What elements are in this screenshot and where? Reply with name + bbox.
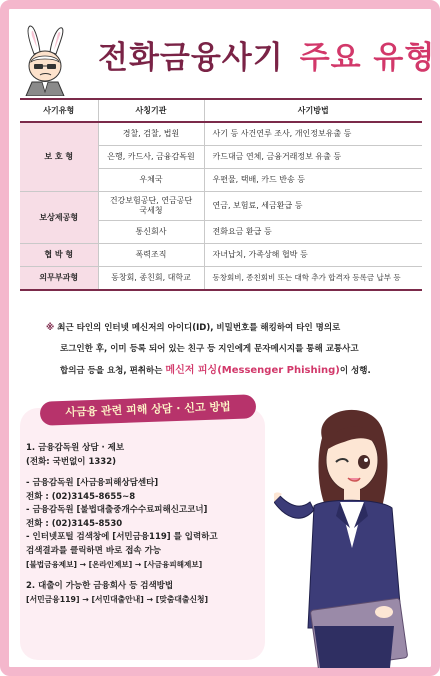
- category-cell: 보상제공형: [20, 192, 98, 244]
- method-cell: 자녀납치, 가족상해 협박 등: [204, 244, 422, 267]
- consult-line: - 인터넷포털 검색창에 [서민금융119] 를 입력하고: [26, 532, 218, 542]
- category-cell: 협 박 형: [20, 244, 98, 267]
- title-part2: 주요 유형: [299, 40, 436, 76]
- consult-line: [불법금융제보] → [온라인제보] → [사금융피해제보]: [26, 560, 203, 569]
- org-cell: 폭력조직: [98, 244, 204, 267]
- method-cell: 연금, 보험료, 세금환급 등: [204, 192, 422, 221]
- org-cell: 우체국: [98, 169, 204, 192]
- org-cell: 동창회, 종친회, 대학교: [98, 267, 204, 291]
- category-cell: 의무부과형: [20, 267, 98, 291]
- table-row: [20, 244, 422, 267]
- org-cell: 경찰, 검찰, 법원: [98, 122, 204, 146]
- messenger-phishing-notice: [46, 318, 406, 382]
- notice-text-3-post: 이 성행.: [339, 366, 371, 376]
- consult-line: 전화 : (02)3145-8655~8: [26, 491, 136, 502]
- business-woman-illustration: [274, 398, 424, 668]
- notice-line-1: [46, 318, 406, 339]
- table-row: [20, 192, 422, 221]
- category-cell: 보 호 형: [20, 122, 98, 192]
- title-part1: 전화금융사기: [98, 40, 284, 76]
- org-cell: 은행, 카드사, 금융감독원: [98, 146, 204, 169]
- bunny-character-illustration: [14, 24, 74, 96]
- header-type: 사기유형: [20, 99, 98, 122]
- consult-line: 전화 : (02)3145-8530: [26, 518, 123, 529]
- method-cell: 우편물, 택배, 카드 반송 등: [204, 169, 422, 192]
- method-cell: 사기 등 사건연루 조사, 개인정보유출 등: [204, 122, 422, 146]
- consult-line: 검색결과를 클릭하면 바로 접속 가능: [26, 545, 162, 556]
- messenger-phishing-highlight: 메신저 피싱(Messenger Phishing): [165, 365, 340, 376]
- notice-line-2: 로그인한 후, 이미 등록 되어 있는 친구 등 지인에게 문자메시지를 통해 교통사고: [60, 344, 359, 354]
- consult-line: 2. 대출이 가능한 금융회사 등 검색방법: [26, 580, 174, 591]
- method-cell: 카드대금 연체, 금융거래정보 유출 등: [204, 146, 422, 169]
- consult-line: - 금융감독원 [불법대출중개수수료피해신고코너]: [26, 505, 208, 515]
- header-org: 사칭기관: [98, 99, 204, 122]
- org-cell: 통신회사: [98, 221, 204, 244]
- method-cell: 전화요금 환급 등: [204, 221, 422, 244]
- method-cell: 동창회비, 종친회비 또는 대학 추가 합격자 등록금 납부 등: [204, 267, 422, 291]
- table-row: [20, 122, 422, 146]
- note-star-icon: ※: [46, 323, 55, 333]
- header-method: 사기방법: [204, 99, 422, 122]
- consult-line: - 금융감독원 [사금융피해상담센타]: [26, 478, 159, 488]
- table-header-row: [20, 99, 422, 122]
- consult-instructions: [26, 442, 266, 607]
- org-cell: 건강보험공단, 연금공단 국세청: [98, 192, 204, 221]
- fraud-types-table: [20, 98, 422, 291]
- consult-line: 1. 금융감독원 상담 · 제보: [26, 443, 125, 453]
- consult-line: [서민금융119] → [서민대출안내] → [맞춤대출신청]: [26, 595, 209, 604]
- page-title: [98, 32, 436, 76]
- notice-text-1: 최근 타인의 인터넷 메신저의 아이디(ID), 비밀번호를 해킹하여 타인 명의로: [57, 323, 341, 333]
- notice-line-3: [46, 360, 406, 382]
- consult-line: (전화: 국번없이 1332): [26, 456, 117, 467]
- table-row: [20, 267, 422, 291]
- notice-text-3-pre: 합의금 등을 요청, 편취하는: [60, 366, 163, 376]
- consult-banner: 사금융 관련 피해 상담 · 신고 방법: [40, 394, 257, 426]
